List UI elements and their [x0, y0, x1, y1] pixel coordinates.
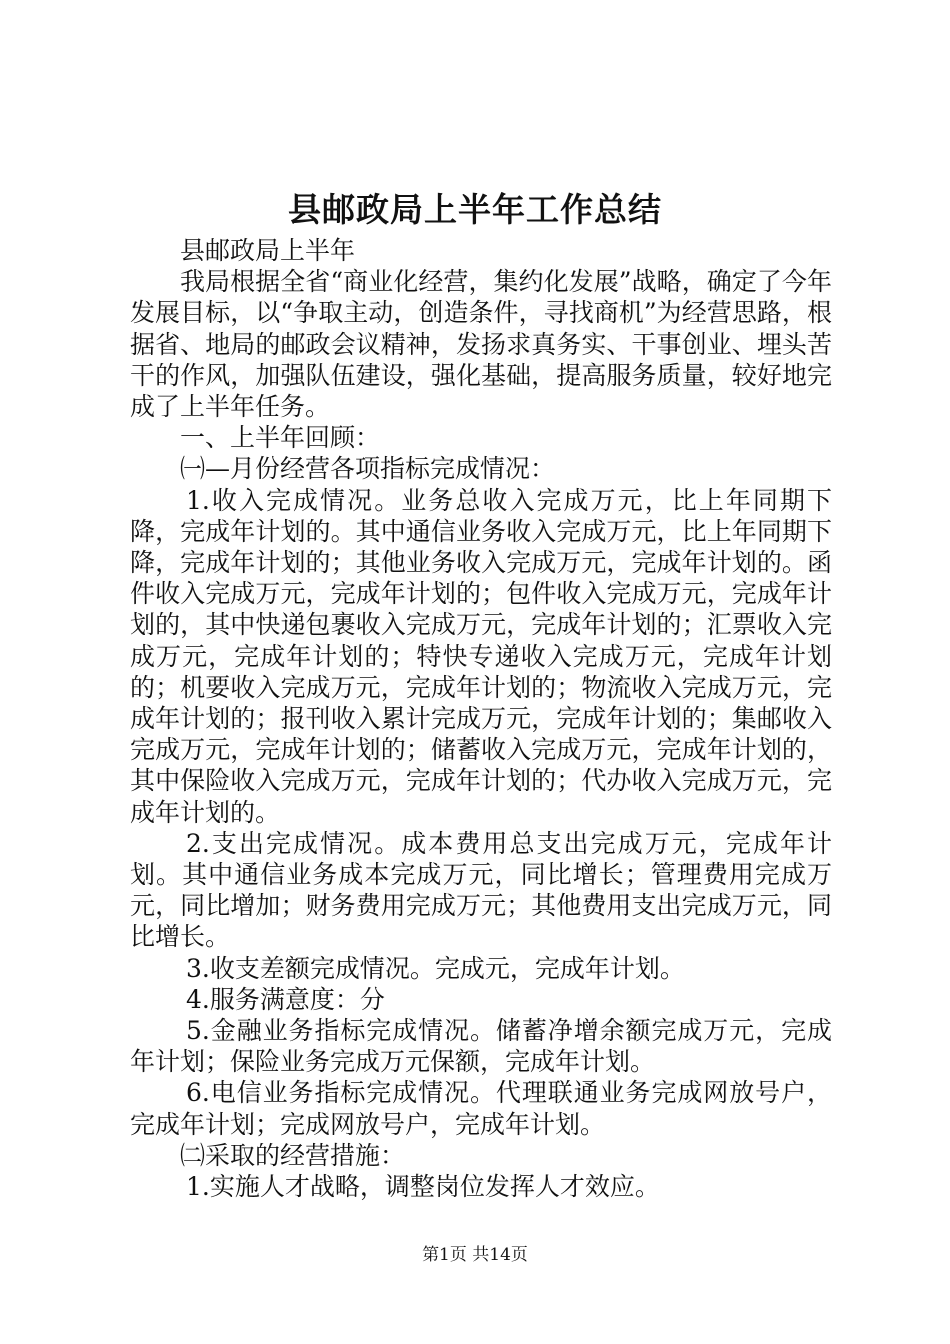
paragraph-satisfaction: 4.服务满意度：分 — [186, 984, 385, 1014]
paragraph-intro: 我局根据全省“商业化经营，集约化发展”战略，确定了今年发展目标，以“争取主动，创造条件，寻找商机”为经营思路，根据省、地局的邮政会议精神，发扬求真务实、干事创业、埋头苦干的作风，加强队伍建设，强化基础，提高服务质量，较好地完成了上半年任务。 — [130, 267, 832, 422]
paragraph-talent: 1.实施人才战略，调整岗位发挥人才效应。 — [186, 1172, 660, 1202]
paragraph-balance: 3.收支差额完成情况。完成元，完成年计划。 — [186, 953, 685, 983]
paragraph-subtitle: 县邮政局上半年 — [180, 236, 356, 265]
section-heading-review: 一、上半年回顾： — [180, 423, 381, 453]
page-number: 第1页 共14页 — [422, 1245, 528, 1265]
document-title: 县邮政局上半年工作总结 — [288, 190, 662, 229]
paragraph-income: 1.收入完成情况。业务总收入完成万元，比上年同期下降，完成年计划的。其中通信业务收入完成万元，比上年同期下降，完成年计划的；其他业务收入完成万元，完成年计划的。函件收入完成万元，完成年计划的；包件收入完成万元，完成年计划的，其中快递包裹收入完成万元，完成年计划的；汇票收入完成万元，完成年计划的；特快专递收入完成万元，完成年计划的；机要收入完成万元，完成年计划的；物流收入完成万元，完成年计划的；报刊收入累计完成万元，完成年计划的；集邮收入完成万元，完成年计划的；储蓄收入完成万元，完成年计划的，其中保险收入完成万元，完成年计划的；代办收入完成万元，完成年计划的。 — [130, 485, 832, 827]
paragraph-expenditure: 2.支出完成情况。成本费用总支出完成万元，完成年计划。其中通信业务成本完成万元，同比增长；管理费用完成万元，同比增加；财务费用完成万元；其他费用支出完成万元，同比增长。 — [130, 828, 832, 952]
subsection-heading-indicators: ㈠—月份经营各项指标完成情况： — [180, 454, 556, 484]
document-body — [130, 235, 832, 1202]
subsection-heading-measures: ㈡采取的经营措施： — [180, 1140, 406, 1170]
paragraph-telecom: 6.电信业务指标完成情况。代理联通业务完成网放号户，完成年计划；完成网放号户，完成年计划。 — [130, 1078, 832, 1139]
paragraph-finance: 5.金融业务指标完成情况。储蓄净增余额完成万元，完成年计划；保险业务完成万元保额，完成年计划。 — [130, 1016, 832, 1077]
